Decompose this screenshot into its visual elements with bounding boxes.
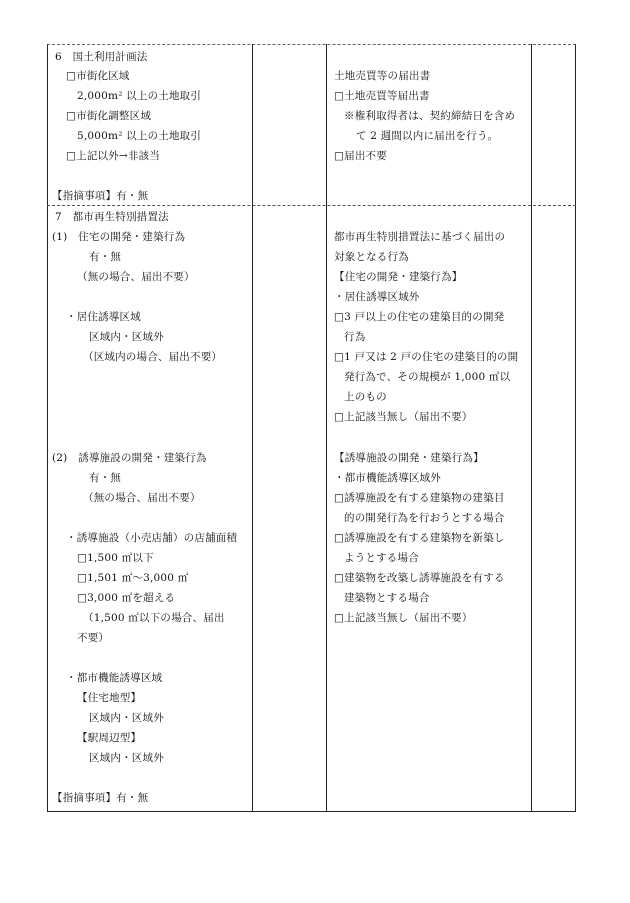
text-line: ・都市機能誘導区域外: [334, 472, 441, 484]
checkbox-item: □土地売買等届出書: [334, 90, 430, 102]
text-line: ・都市機能誘導区域: [66, 672, 163, 684]
text-line: ・居住誘導区域外: [334, 291, 420, 303]
text-line: （1,500 ㎡以下の場合、届出: [83, 612, 225, 624]
text-line: 行為: [344, 331, 366, 343]
text-line: 【住宅の開発・建築行為】: [334, 271, 463, 283]
findings-line: 【指摘事項】有・無: [52, 190, 149, 202]
column-divider: [531, 44, 532, 811]
text-line: 【駅周辺型】: [77, 732, 142, 744]
text-line: 対象となる行為: [334, 251, 409, 263]
checkbox-item: □上記該当無し（届出不要）: [334, 612, 473, 624]
section-heading: 6 国土利用計画法: [55, 51, 148, 63]
text-line: 有・無: [89, 472, 122, 484]
checklist-table: [47, 44, 576, 812]
subsection-heading: (2) 誘導施設の開発・建築行為: [52, 452, 207, 464]
note-line: ※権利取得者は、契約締結日を含め: [344, 110, 516, 122]
text-line: 2,000m² 以上の土地取引: [77, 90, 202, 102]
checkbox-item: □1 戸又は 2 戸の住宅の建築目的の開: [334, 351, 519, 363]
row-divider: [47, 205, 576, 206]
text-line: ・誘導施設（小売店舗）の店舗面積: [66, 532, 238, 544]
text-line: 区域内・区域外: [89, 331, 164, 343]
findings-line: 【指摘事項】有・無: [52, 792, 149, 804]
column-divider: [252, 44, 253, 811]
text-line: 区域内・区域外: [89, 752, 164, 764]
subsection-heading: (1) 住宅の開発・建築行為: [52, 231, 186, 243]
checkbox-item: □誘導施設を有する建築物を新築し: [334, 532, 505, 544]
text-line: 上のもの: [344, 391, 387, 403]
checkbox-item: □誘導施設を有する建築物の建築目: [334, 492, 505, 504]
checkbox-item: □届出不要: [334, 150, 387, 162]
text-line: 土地売買等の届出書: [334, 70, 431, 82]
note-line: て 2 週間以内に届出を行う。: [356, 130, 499, 142]
checkbox-item: □上記以外→非該当: [66, 150, 161, 162]
text-line: ようとする場合: [344, 552, 419, 564]
checkbox-item: □建築物を改築し誘導施設を有する: [334, 572, 505, 584]
text-line: 有・無: [89, 251, 122, 263]
text-line: ・居住誘導区域: [66, 311, 141, 323]
checkbox-item: □3,000 ㎡を超える: [77, 592, 176, 604]
checkbox-item: □上記該当無し（届出不要）: [334, 411, 473, 423]
checkbox-item: □1,500 ㎡以下: [77, 552, 154, 564]
text-line: 【誘導施設の開発・建築行為】: [334, 452, 484, 464]
checkbox-item: □市街化調整区域: [66, 110, 152, 122]
text-line: 5,000m² 以上の土地取引: [77, 130, 202, 142]
text-line: 的の開発行為を行おうとする場合: [344, 512, 505, 524]
checkbox-item: □市街化区域: [66, 70, 130, 82]
text-line: 区域内・区域外: [89, 712, 164, 724]
checkbox-item: □3 戸以上の住宅の建築目的の開発: [334, 311, 505, 323]
text-line: 都市再生特別措置法に基づく届出の: [334, 231, 506, 243]
text-line: 発行為で、その規模が 1,000 ㎡以: [344, 371, 511, 383]
text-line: （区域内の場合、届出不要）: [83, 351, 223, 363]
text-line: （無の場合、届出不要）: [77, 271, 195, 283]
text-line: 【住宅地型】: [77, 692, 142, 704]
section-heading: 7 都市再生特別措置法: [55, 211, 169, 223]
text-line: 不要）: [77, 632, 110, 644]
checkbox-item: □1,501 ㎡～3,000 ㎡: [77, 572, 189, 584]
column-divider: [326, 44, 327, 811]
text-line: 建築物とする場合: [344, 592, 430, 604]
text-line: （無の場合、届出不要）: [83, 492, 201, 504]
